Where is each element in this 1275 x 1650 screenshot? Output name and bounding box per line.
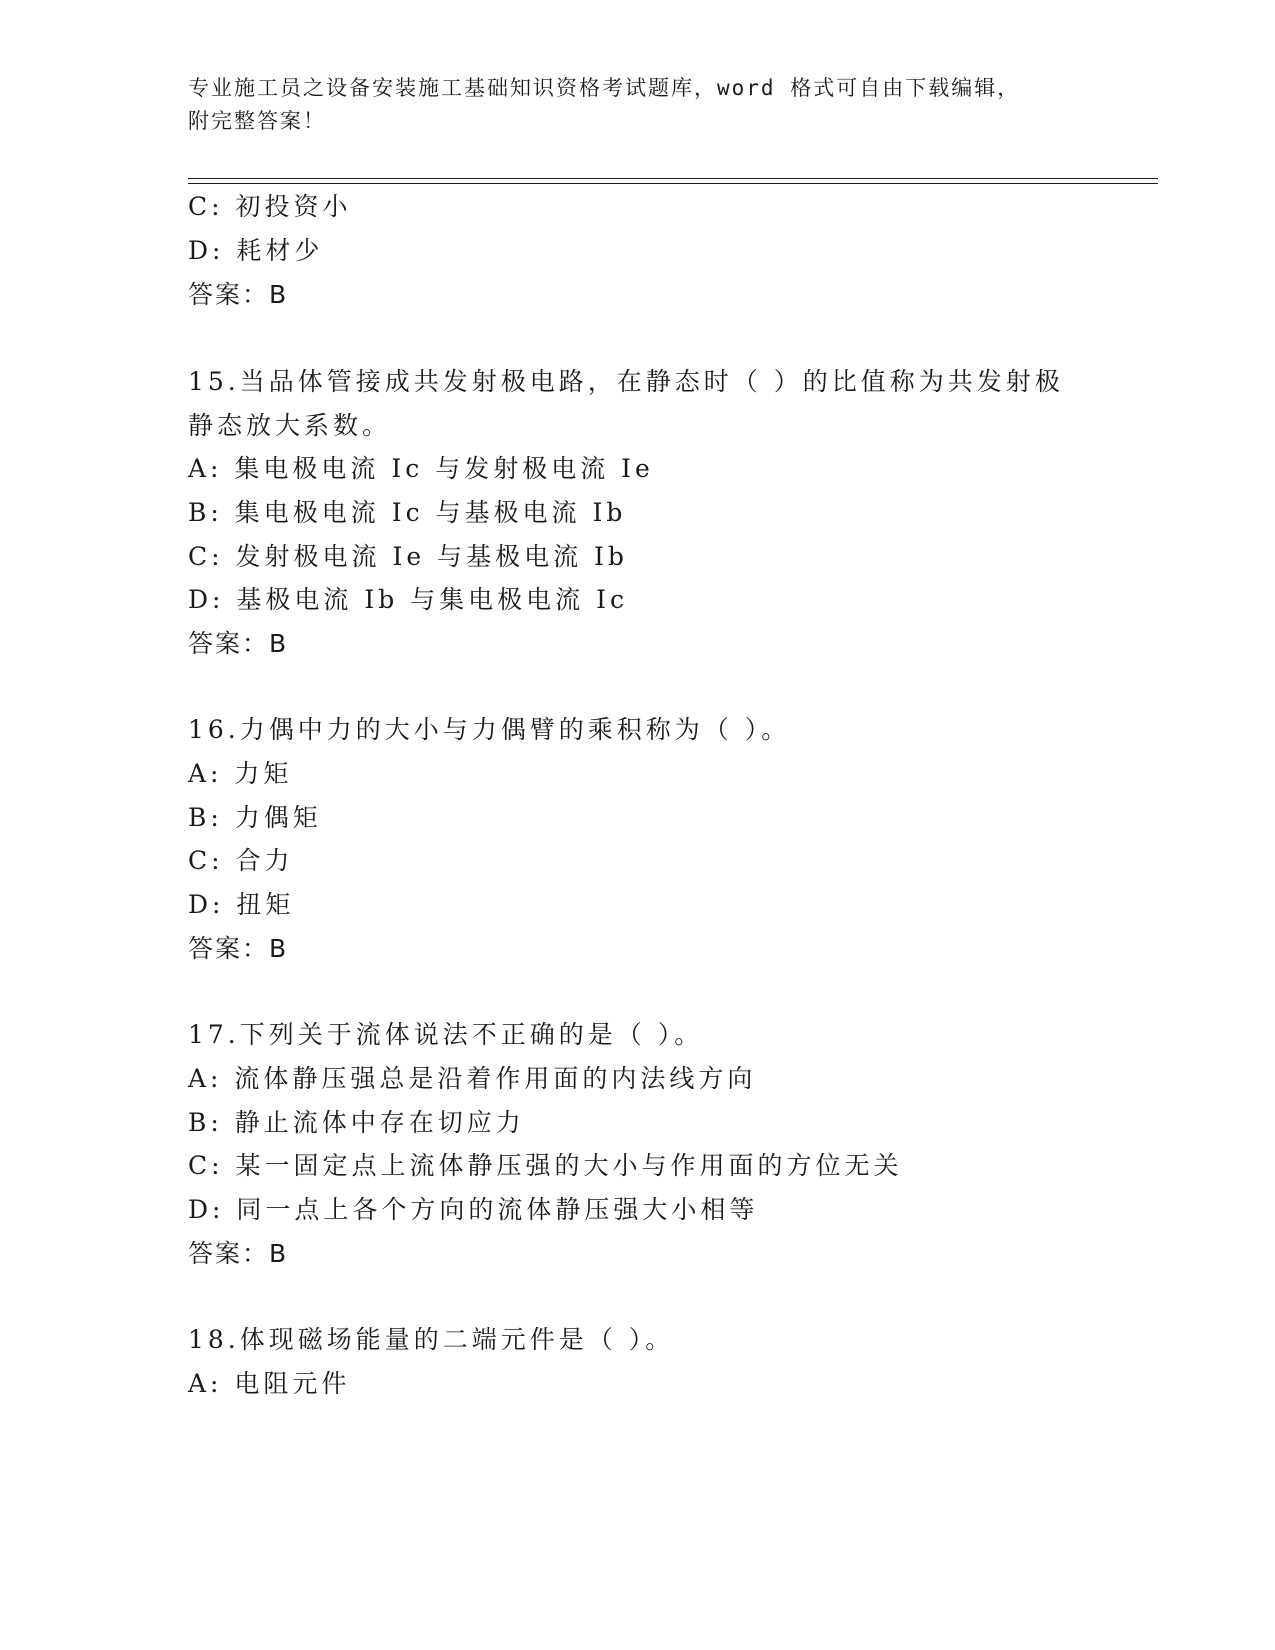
q16-option-a: A: 力矩 [188, 759, 293, 788]
q17-stem: 17.下列关于流体说法不正确的是（ ）。 [188, 1020, 704, 1049]
q17-answer: 答案：B [188, 1239, 289, 1268]
q15-answer: 答案：B [188, 629, 289, 658]
header-line-2: 附完整答案！ [188, 109, 326, 133]
q16-option-d: D: 扭矩 [188, 890, 295, 919]
q17-option-c: C: 某一固定点上流体静压强的大小与作用面的方位无关 [188, 1151, 903, 1180]
q14-answer: 答案：B [188, 280, 289, 309]
header-divider-top [188, 178, 1158, 179]
q15-option-a: A: 集电极电流 Ic 与发射极电流 Ie [188, 454, 654, 483]
q17-option-b: B: 静止流体中存在切应力 [188, 1108, 525, 1137]
q14-option-c: C: 初投资小 [188, 192, 352, 221]
q15-option-c: C: 发射极电流 Ie 与基极电流 Ib [188, 542, 628, 571]
header-divider-bottom [188, 183, 1158, 184]
q16-stem: 16.力偶中力的大小与力偶臂的乘积称为（ ）。 [188, 715, 791, 744]
q16-option-c: C: 合力 [188, 846, 294, 875]
q18-option-a: A: 电阻元件 [188, 1369, 351, 1398]
q18-stem: 18.体现磁场能量的二端元件是（ ）。 [188, 1325, 675, 1354]
q17-option-d: D: 同一点上各个方向的流体静压强大小相等 [188, 1195, 759, 1224]
q15-stem-line-1: 15.当品体管接成共发射极电路，在静态时（ ）的比值称为共发射极 [188, 367, 1064, 396]
q16-answer: 答案：B [188, 934, 289, 963]
q15-option-d: D: 基极电流 Ib 与集电极电流 Ic [188, 585, 629, 614]
q15-option-b: B: 集电极电流 Ic 与基极电流 Ib [188, 498, 627, 527]
document-header [188, 72, 1088, 138]
q17-option-a: A: 流体静压强总是沿着作用面的内法线方向 [188, 1064, 757, 1093]
q16-option-b: B: 力偶矩 [188, 803, 322, 832]
q15-stem-line-2: 静态放大系数。 [188, 411, 392, 440]
header-line-1: 专业施工员之设备安装施工基础知识资格考试题库，word 格式可自由下载编辑， [188, 76, 1021, 100]
q14-option-d: D: 耗材少 [188, 236, 324, 265]
